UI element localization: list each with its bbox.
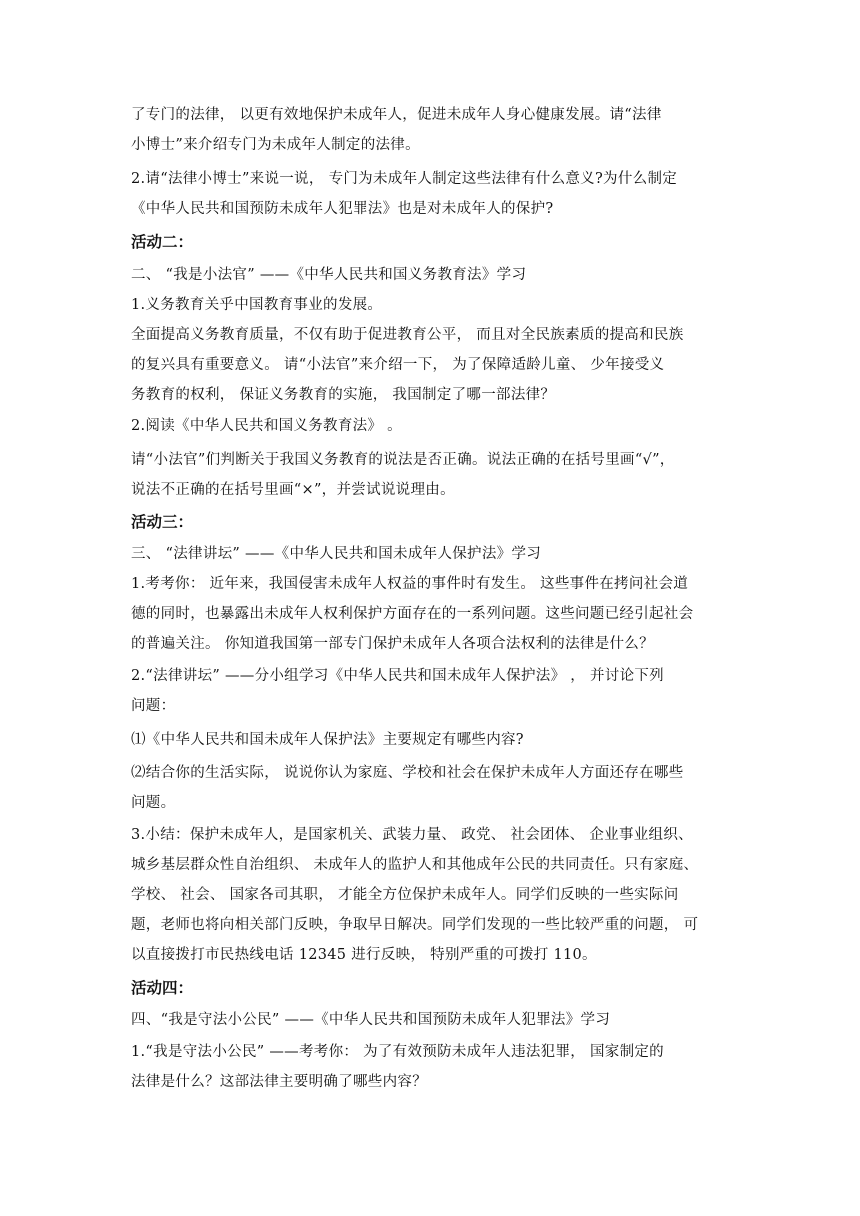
text-line: 1.“我是守法小公民” ——考考你： 为了有效预防未成年人违法犯罪， 国家制定的 (131, 1044, 664, 1060)
text-line: 四、“我是守法小公民” ——《中华人民共和国预防未成年人犯罪法》学习 (131, 1012, 611, 1028)
text-line: 《中华人民共和国预防未成年人犯罪法》也是对未成年人的保护? (131, 201, 554, 217)
text-line: 2.“法律讲坛” ——分小组学习《中华人民共和国未成年人保护法》 ， 并讨论下列 (131, 668, 664, 684)
text-line: 请“小法官”们判断关于我国义务教育的说法是否正确。说法正确的在括号里画“√”， (131, 452, 675, 468)
text-line: 务教育的权利， 保证义务教育的实施， 我国制定了哪一部法律？ (131, 387, 556, 403)
text-line: 德的同时，也暴露出未成年人权利保护方面存在的一系列问题。这些问题已经引起社会 (131, 606, 694, 622)
text-line: 问题： (131, 698, 176, 714)
text-line: 的复兴具有重要意义。 请“小法官”来介绍一下， 为了保障适龄儿童、 少年接受义 (131, 357, 665, 373)
text-line: 城乡基层群众性自治组织、 未成年人的监护人和其他成年公民的共同责任。只有家庭、 (131, 857, 699, 873)
text-line: 的普遍关注。 你知道我国第一部专门保护未成年人各项合法权利的法律是什么？ (131, 636, 654, 652)
text-line: 题，老师也将向相关部门反映，争取早日解决。同学们发现的一些比较严重的问题， 可 (131, 917, 699, 933)
text-line: 3.小结：保护未成年人，是国家机关、武装力量、 政党、 社会团体、 企业事业组织、 (131, 827, 693, 843)
text-line: 问题。 (131, 795, 176, 811)
section-heading: 活动三： (131, 513, 194, 531)
text-line: 以直接拨打市民热线电话 12345 进行反映， 特别严重的可拨打 110。 (131, 947, 597, 963)
section-heading: 活动二： (131, 233, 194, 251)
text-line: 全面提高义务教育质量，不仅有助于促进教育公平， 而且对全民族素质的提高和民族 (131, 327, 684, 343)
text-line: 说法不正确的在括号里画“×”，并尝试说说理由。 (131, 482, 455, 498)
text-line: ⑵结合你的生活实际， 说说你认为家庭、学校和社会在保护未成年人方面还存在哪些 (131, 765, 684, 781)
text-line: 小博士”来介绍专门为未成年人制定的法律。 (131, 137, 420, 153)
text-line: 2.请“法律小博士”来说一说， 专门为未成年人制定这些法律有什么意义?为什么制定 (131, 171, 678, 187)
text-line: 学校、 社会、 国家各司其职， 才能全方位保护未成年人。同学们反映的一些实际问 (131, 887, 679, 903)
text-line: 2.阅读《中华人民共和国义务教育法》 。 (131, 418, 402, 434)
text-line: 法律是什么？这部法律主要明确了哪些内容？ (131, 1074, 427, 1090)
text-line: 1.考考你： 近年来，我国侵害未成年人权益的事件时有发生。 这些事件在拷问社会道 (131, 576, 689, 592)
text-line: 三、 “法律讲坛” ——《中华人民共和国未成年人保护法》学习 (131, 546, 542, 562)
text-line: 1.义务教育关乎中国教育事业的发展。 (131, 297, 383, 313)
text-line: 了专门的法律， 以更有效地保护未成年人，促进未成年人身心健康发展。请“法律 (131, 107, 662, 123)
text-line: ⑴《中华人民共和国未成年人保护法》主要规定有哪些内容? (131, 732, 524, 748)
section-heading: 活动四： (131, 979, 194, 997)
text-line: 二、 “我是小法官” ——《中华人民共和国义务教育法》学习 (131, 267, 527, 283)
